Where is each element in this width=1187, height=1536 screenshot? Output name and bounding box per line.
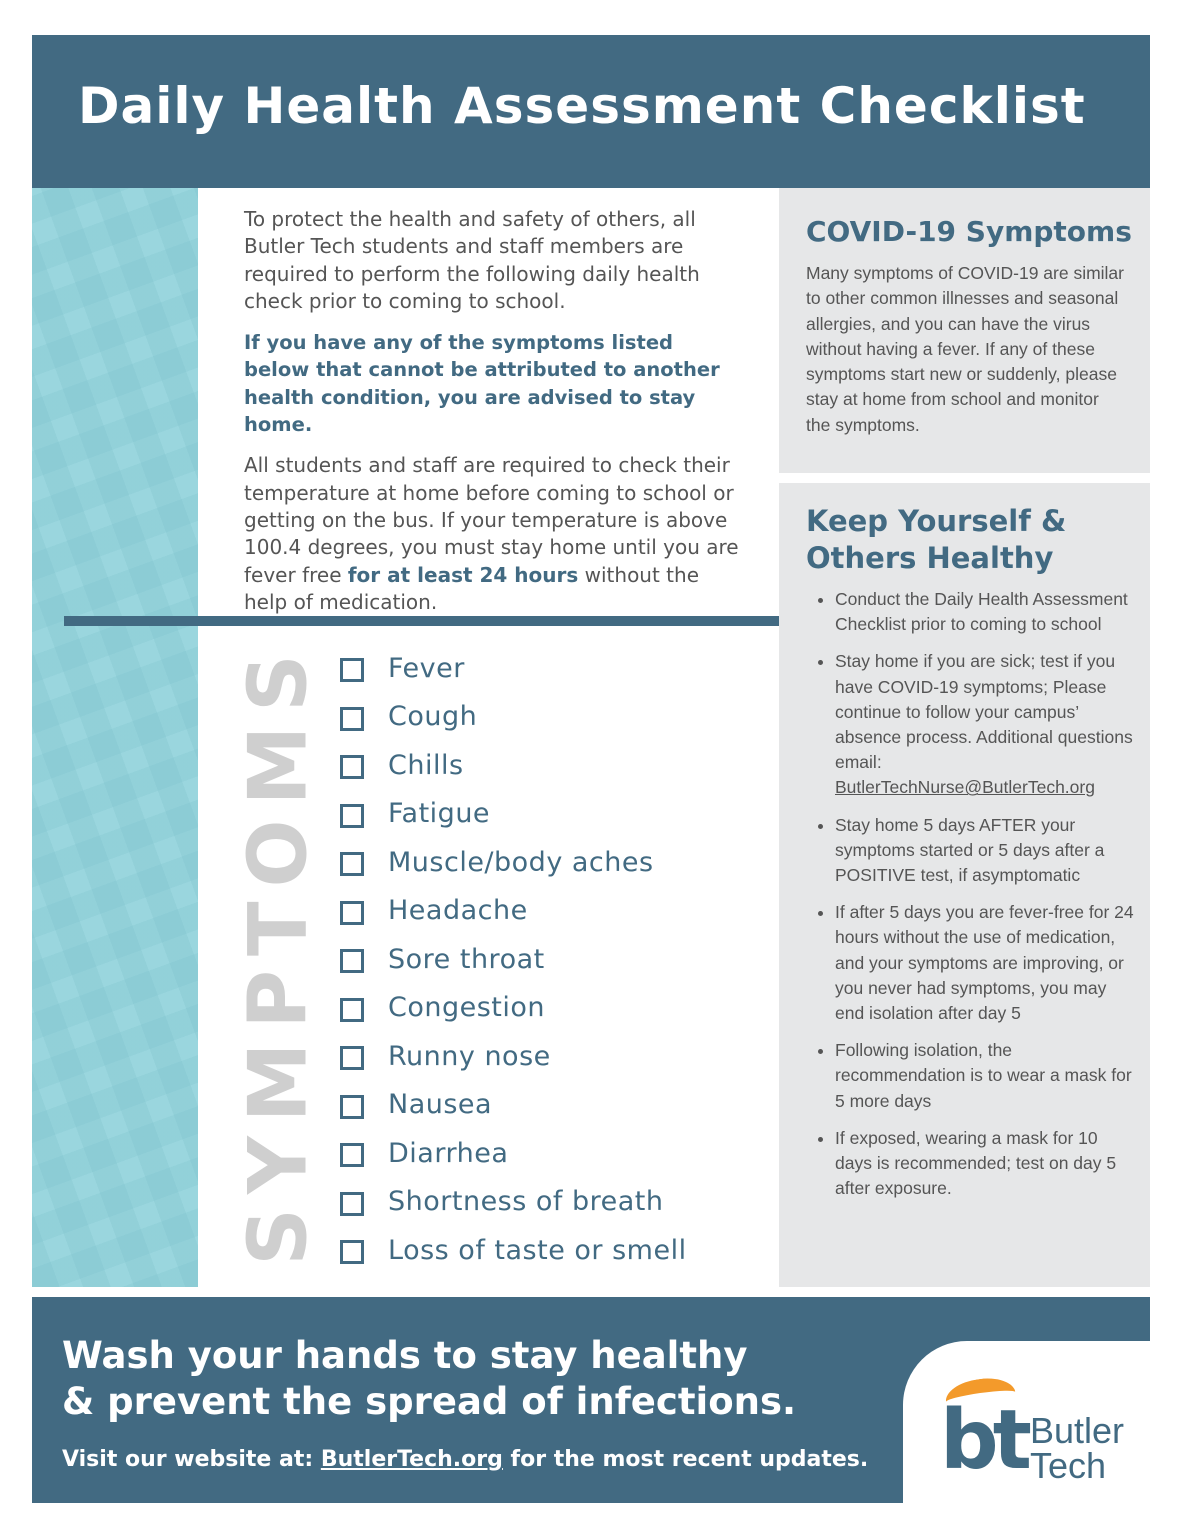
symptom-item[interactable] xyxy=(340,790,687,839)
website-link[interactable]: ButlerTech.org xyxy=(320,1447,503,1472)
symptom-label: Muscle/body aches xyxy=(388,846,654,878)
list-item xyxy=(835,649,1135,800)
symptom-label: Congestion xyxy=(388,992,546,1024)
handwash-line-1: Wash your hands to stay healthy xyxy=(62,1334,748,1377)
list-item: • If after 5 days you are fever-free for 24 hours without the use of medication, and your symptoms are improving, or you never had symptoms, you may end isolation after day 5 xyxy=(835,900,1135,1026)
nurse-email-link[interactable]: ButlerTechNurse@ButlerTech.org xyxy=(835,777,1095,798)
section-divider xyxy=(64,616,793,626)
checkbox[interactable] xyxy=(340,852,364,876)
symptom-item[interactable] xyxy=(340,1226,687,1275)
symptoms-vertical-text: SYMPTOMS xyxy=(231,640,325,1266)
symptom-label: Shortness of breath xyxy=(388,1186,664,1218)
intro-section xyxy=(244,206,744,630)
handwash-line-2: & prevent the spread of infections. xyxy=(62,1380,797,1423)
symptoms-vertical-label xyxy=(231,640,325,1266)
symptom-item[interactable] xyxy=(340,1178,687,1227)
page-header xyxy=(32,35,1150,188)
intro-paragraph: To protect the health and safety of others, all Butler Tech students and staff members are required to perform the following daily health check prior to coming to school. xyxy=(244,207,700,313)
symptom-label: Sore throat xyxy=(388,943,545,975)
keep-healthy-panel xyxy=(779,483,1150,1287)
logo-line-1: Butler xyxy=(1030,1410,1125,1451)
decorative-pattern-strip xyxy=(32,188,198,1287)
symptom-label: Loss of taste or smell xyxy=(388,1234,687,1266)
website-note xyxy=(62,1447,868,1472)
temperature-paragraph xyxy=(244,452,744,616)
symptom-item[interactable] xyxy=(340,935,687,984)
symptom-item[interactable] xyxy=(340,984,687,1033)
butler-tech-logo xyxy=(940,1375,1150,1490)
checkbox[interactable] xyxy=(340,998,364,1022)
temperature-emphasis: for at least 24 hours xyxy=(347,562,579,587)
list-item: • If exposed, wearing a mask for 10 days is recommended; test on day 5 after exposure. xyxy=(835,1126,1135,1202)
symptom-label: Headache xyxy=(388,895,528,927)
symptom-checklist xyxy=(340,644,687,1275)
checkbox[interactable] xyxy=(340,949,364,973)
stay-home-alert: If you have any of the symptoms listed below that cannot be attributed to another health condition, you are advised to stay home. xyxy=(244,331,720,437)
symptom-label: Cough xyxy=(388,701,478,733)
symptom-item[interactable] xyxy=(340,1081,687,1130)
checkbox[interactable] xyxy=(340,707,364,731)
keep-healthy-title: Keep Yourself & Others Healthy xyxy=(806,504,1067,575)
list-item: • Conduct the Daily Health Assessment Checklist prior to coming to school xyxy=(835,587,1135,637)
handwash-message xyxy=(62,1333,796,1425)
covid-symptoms-panel xyxy=(779,188,1150,473)
symptom-label: Runny nose xyxy=(388,1040,551,1072)
checkbox[interactable] xyxy=(340,1240,364,1264)
checkbox[interactable] xyxy=(340,1143,364,1167)
symptom-item[interactable] xyxy=(340,693,687,742)
symptom-label: Fatigue xyxy=(388,798,491,830)
symptom-label: Diarrhea xyxy=(388,1137,509,1169)
symptom-item[interactable] xyxy=(340,741,687,790)
list-item: • Following isolation, the recommendation is to wear a mask for 5 more days xyxy=(835,1038,1135,1114)
symptom-item[interactable] xyxy=(340,644,687,693)
visit-suffix: for the most recent updates. xyxy=(502,1447,869,1472)
symptom-label: Nausea xyxy=(388,1089,493,1121)
checkbox[interactable] xyxy=(340,1192,364,1216)
page-title: Daily Health Assessment Checklist xyxy=(78,77,1086,135)
covid-symptoms-title: COVID-19 Symptoms xyxy=(806,215,1132,248)
temperature-text: All students and staff are required to check their temperature at home before coming to school or getting on the bus. If your temperature is above 100.4 degrees, you must stay home until you are fever free xyxy=(244,453,739,587)
symptom-item[interactable] xyxy=(340,838,687,887)
checkbox[interactable] xyxy=(340,755,364,779)
checkbox[interactable] xyxy=(340,1046,364,1070)
logo-wordmark xyxy=(1030,1410,1125,1486)
symptom-item[interactable] xyxy=(340,1129,687,1178)
checkbox[interactable] xyxy=(340,658,364,682)
list-item: • Stay home 5 days AFTER your symptoms started or 5 days after a POSITIVE test, if asymptomatic xyxy=(835,813,1135,889)
visit-prefix: Visit our website at: xyxy=(62,1447,321,1472)
checkbox[interactable] xyxy=(340,1095,364,1119)
logo-line-2: Tech xyxy=(1030,1445,1107,1486)
symptom-label: Fever xyxy=(388,652,465,684)
symptom-item[interactable] xyxy=(340,1032,687,1081)
checkbox[interactable] xyxy=(340,804,364,828)
logo-mark: bt xyxy=(940,1393,1026,1488)
checkbox[interactable] xyxy=(340,901,364,925)
keep-healthy-list xyxy=(819,587,1135,1213)
symptom-item[interactable] xyxy=(340,887,687,936)
symptom-label: Chills xyxy=(388,749,464,781)
temperature-text-end: without the help of medication. xyxy=(244,562,700,614)
covid-symptoms-body: Many symptoms of COVID-19 are similar to other common illnesses and seasonal allergies, and you can have the virus without having a fever. If any of these symptoms start new or suddenly, please stay at home from school and monitor the symptoms. xyxy=(806,263,1124,435)
list-item-text: Stay home if you are sick; test if you have COVID-19 symptoms; Please continue to follow your campus’ absence process. Additional questions email: xyxy=(835,651,1133,773)
